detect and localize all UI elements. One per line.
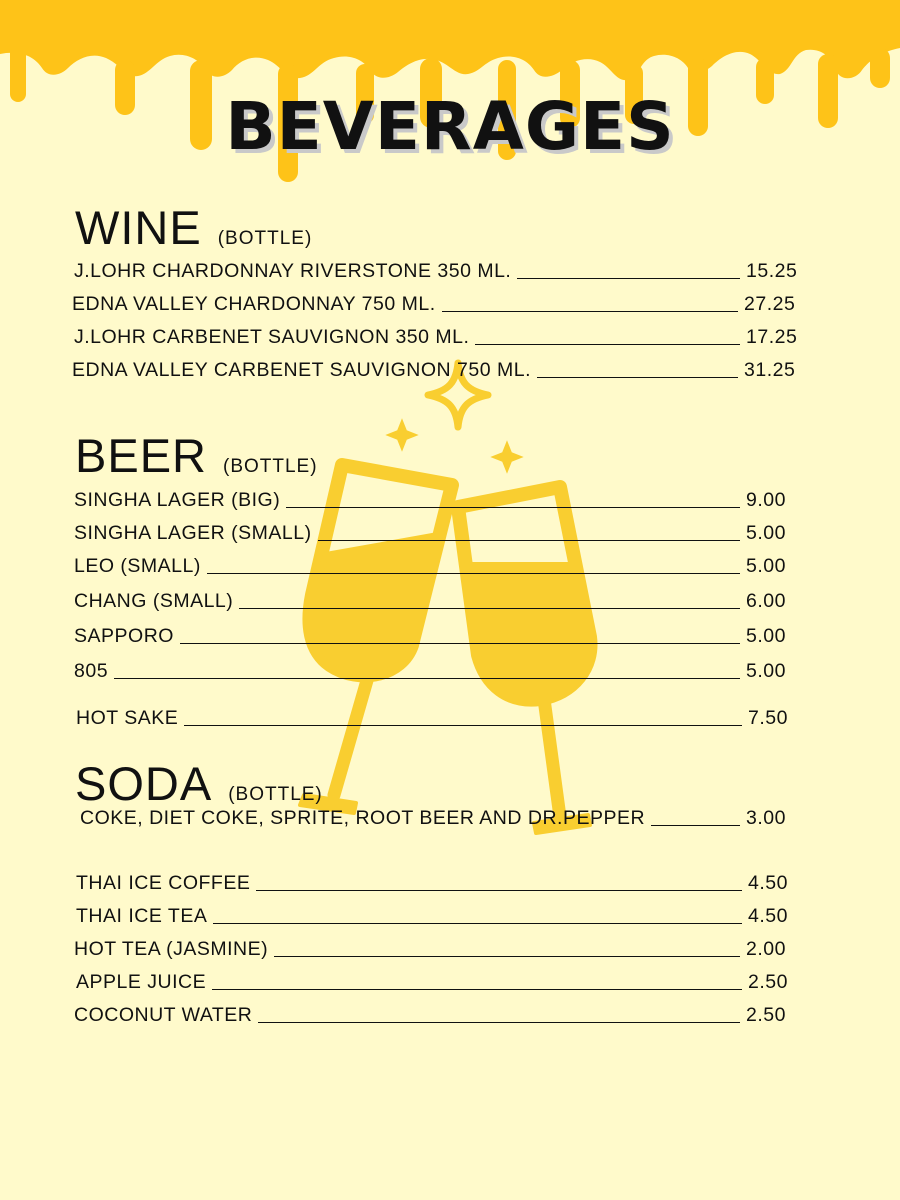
item-name: LEO (SMALL) — [74, 555, 201, 577]
leader-line — [114, 678, 740, 679]
leader-line — [256, 890, 742, 891]
item-name: EDNA VALLEY CARBENET SAUVIGNON 750 ML. — [72, 359, 531, 381]
section-note: (BOTTLE) — [223, 456, 318, 477]
section-header-beer — [75, 428, 318, 483]
section-note: (BOTTLE) — [217, 228, 313, 249]
item-name: CHANG (SMALL) — [74, 590, 234, 612]
leader-line — [213, 923, 742, 924]
item-price: 2.50 — [746, 1004, 786, 1026]
menu-item — [76, 709, 806, 729]
leader-line — [212, 989, 742, 990]
item-name: HOT TEA (JASMINE) — [74, 938, 269, 960]
leader-line — [318, 540, 740, 541]
leader-line — [258, 1022, 740, 1023]
menu-item — [76, 973, 806, 993]
item-price: 5.00 — [746, 555, 786, 577]
menu-item — [74, 592, 804, 612]
item-price: 5.00 — [746, 522, 786, 544]
leader-line — [442, 311, 738, 312]
menu-item — [74, 557, 804, 577]
menu-item — [74, 662, 804, 682]
item-price: 4.50 — [748, 872, 788, 894]
menu-item — [80, 809, 804, 829]
item-name: COCONUT WATER — [74, 1004, 253, 1026]
item-price: 5.00 — [746, 660, 786, 682]
item-name: HOT SAKE — [76, 707, 179, 729]
menu-item — [72, 361, 802, 381]
menu-item — [74, 627, 804, 647]
leader-line — [207, 573, 740, 574]
section-title: BEER — [75, 429, 207, 482]
leader-line — [274, 956, 740, 957]
item-name: SINGHA LAGER (SMALL) — [74, 522, 312, 544]
leader-line — [184, 725, 742, 726]
item-name: THAI ICE TEA — [76, 905, 208, 927]
item-price: 7.50 — [748, 707, 788, 729]
item-price: 31.25 — [744, 359, 796, 381]
item-name: EDNA VALLEY CHARDONNAY 750 ML. — [72, 293, 436, 315]
menu-item — [76, 874, 806, 894]
item-price: 3.00 — [746, 807, 786, 829]
item-price: 2.00 — [746, 938, 786, 960]
item-price: 5.00 — [746, 625, 786, 647]
item-name: SINGHA LAGER (BIG) — [74, 489, 281, 511]
leader-line — [286, 507, 740, 508]
section-header-soda — [75, 756, 323, 811]
menu-item — [74, 491, 804, 511]
item-name: COKE, DIET COKE, SPRITE, ROOT BEER AND DR.PEPPER — [80, 807, 646, 829]
item-name: J.LOHR CHARDONNAY RIVERSTONE 350 ML. — [74, 260, 512, 282]
item-price: 4.50 — [748, 905, 788, 927]
menu-item — [76, 907, 806, 927]
leader-line — [239, 608, 740, 609]
item-name: THAI ICE COFFEE — [76, 872, 251, 894]
leader-line — [475, 344, 740, 345]
item-price: 6.00 — [746, 590, 786, 612]
item-price: 2.50 — [748, 971, 788, 993]
menu-item — [72, 295, 802, 315]
menu-item — [74, 1006, 804, 1026]
section-header-wine — [75, 200, 312, 255]
leader-line — [537, 377, 738, 378]
item-price: 27.25 — [744, 293, 796, 315]
item-name: SAPPORO — [74, 625, 174, 647]
item-price: 15.25 — [746, 260, 798, 282]
leader-line — [180, 643, 740, 644]
menu-item — [74, 524, 804, 544]
item-name: 805 — [74, 660, 109, 682]
leader-line — [651, 825, 740, 826]
item-name: APPLE JUICE — [76, 971, 207, 993]
item-price: 9.00 — [746, 489, 786, 511]
item-price: 17.25 — [746, 326, 798, 348]
menu-item — [74, 940, 804, 960]
menu-item — [74, 328, 804, 348]
section-note: (BOTTLE) — [228, 784, 323, 805]
section-title: WINE — [75, 201, 202, 254]
menu-item — [74, 262, 804, 282]
leader-line — [517, 278, 740, 279]
section-title: SODA — [75, 757, 213, 810]
item-name: J.LOHR CARBENET SAUVIGNON 350 ML. — [74, 326, 470, 348]
page-title: BEVERAGES — [225, 88, 675, 165]
